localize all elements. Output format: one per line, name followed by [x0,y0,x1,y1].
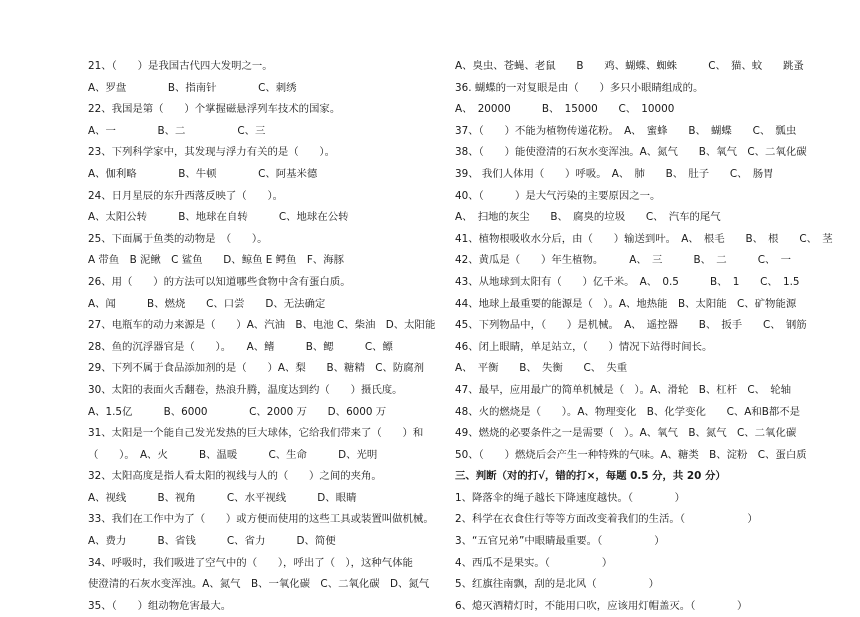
exam-line: A、闻 B、燃烧 C、口尝 D、无法确定 [88,297,326,310]
exam-line: 44、地球上最重要的能源是（ ）。A、地热能 B、太阳能 C、矿物能源 [455,297,797,310]
exam-line: 31、太阳是一个能自己发光发热的巨大球体，它给我们带来了（ ）和 [88,427,424,440]
left-column [88,56,440,617]
exam-line: 28、鱼的沉浮器官是（ ）。 A、鳍 B、鳃 C、鳔 [88,340,393,353]
exam-line: A、太阳公转 B、地球在自转 C、地球在公转 [88,211,349,224]
exam-line: 23、下列科学家中，其发现与浮力有关的是（ ）。 [88,146,336,159]
exam-line: 32、太阳高度是指人看太阳的视线与人的（ ）之间的夹角。 [88,470,382,483]
exam-line: 41、植物根吸收水分后，由（ ）输送到叶。 A、 根毛 B、 根 C、 茎 [455,232,833,245]
exam-line: 6、熄灭酒精灯时，不能用口吹，应该用灯帽盖灭。（ ） [455,599,748,612]
exam-line: 49、燃烧的必要条件之一是需要（ ）。A、氧气 B、氮气 C、二氧化碳 [455,427,797,440]
exam-line: 42、黄瓜是（ ）年生植物。 A、 三 B、 二 C、 一 [455,254,792,267]
exam-line: A、罗盘 B、指南针 C、刺绣 [88,81,297,94]
exam-line: 43、从地球到太阳有（ ）亿千米。 A、 0.5 B、 1 C、 1.5 [455,275,800,288]
exam-line: 5、红旗往南飘，刮的是北风（ ） [455,578,660,591]
exam-line: 36. 蝴蝶的一对复眼是由（ ）多只小眼睛组成的。 [455,81,704,94]
exam-line: A、 平衡 B、 失衡 C、 失重 [455,362,628,375]
exam-line: A、伽利略 B、牛顿 C、阿基米德 [88,167,318,180]
exam-line: 45、下列物品中，（ ）是机械。 A、 遥控器 B、 扳手 C、 钢筋 [455,319,807,332]
exam-line: 3、“五官兄弟”中眼睛最重要。（ ） [455,535,665,548]
exam-line: 39、 我们人体用（ ）呼吸。 A、 肺 B、 肚子 C、 肠胃 [455,167,774,180]
exam-line: 34、呼吸时，我们吸进了空气中的（ ），呼出了（ ），这种气体能 [88,556,413,569]
exam-line: 46、闭上眼睛，单足站立，（ ）情况下站得时间长。 [455,340,713,353]
exam-line: 26、用（ ）的方法可以知道哪些食物中含有蛋白质。 [88,275,351,288]
exam-line: 21、（ ）是我国古代四大发明之一。 [88,60,273,72]
exam-line: 35、（ ）组动物危害最大。 [88,599,232,612]
exam-line: A 带鱼 B 泥鳅 C 鲨鱼 D、鲸鱼 E 鳄鱼 F、海豚 [88,254,344,267]
exam-line: 2、科学在衣食住行等等方面改变着我们的生活。（ ） [455,513,758,526]
exam-line: 37、（ ）不能为植物传递花粉。 A、 蜜蜂 B、 蝴蝶 C、 瓢虫 [455,124,797,137]
exam-line: 48、火的燃烧是（ ）。A、物理变化 B、化学变化 C、A和B都不是 [455,405,801,418]
exam-line: A、一 B、二 C、三 [88,124,266,137]
exam-line: 27、电瓶车的动力来源是（ ）A、汽油 B、电池 C、柴油 D、太阳能 [88,319,436,332]
exam-line: 29、下列不属于食品添加剂的是（ ）A、梨 B、糖精 C、防腐剂 [88,362,425,375]
exam-line: A、费力 B、省钱 C、省力 D、简便 [88,535,336,548]
exam-line: 50、（ ）燃烧后会产生一种特殊的气味。A、糖类 B、淀粉 C、蛋白质 [455,448,807,461]
exam-line: A、 扫地的灰尘 B、 腐臭的垃圾 C、 汽车的尾气 [455,211,721,224]
exam-line: 1、降落伞的绳子越长下降速度越快。（ ） [455,491,686,504]
exam-line: 33、我们在工作中为了（ ）或方便而使用的这些工具或装置叫做机械。 [88,513,434,526]
exam-line: 使澄清的石灰水变浑浊。A、氮气 B、一氧化碳 C、二氧化碳 D、氮气 [88,578,430,591]
exam-line: A、 20000 B、 15000 C、 10000 [455,103,675,116]
exam-line: 25、下面属于鱼类的动物是 （ ）。 [88,232,268,245]
exam-line: 4、西瓜不是果实。（ ） [455,556,613,569]
exam-line: 24、日月星辰的东升西落反映了（ ）。 [88,189,284,202]
exam-line: 40、（ ）是大气污染的主要原因之一。 [455,189,661,202]
exam-line: （ ）。 A、火 B、温暖 C、生命 D、光明 [88,448,378,461]
exam-line: 22、我国是第（ ）个掌握磁悬浮列车技术的国家。 [88,103,341,116]
exam-line: 30、太阳的表面火舌翻卷，热浪升腾，温度达到约（ ）摄氏度。 [88,383,403,396]
exam-line: A、臭虫、苍蝇、老鼠 B 鸡、蝴蝶、蜘蛛 C、 猫、蚊 跳蚤 [455,60,804,72]
exam-line: A、视线 B、视角 C、水平视线 D、眼睛 [88,491,357,504]
exam-line: 47、最早，应用最广的简单机械是（ ）。A、滑轮 B、杠杆 C、 轮轴 [455,383,792,396]
section-heading: 三、判断（对的打√，错的打×，每题 0.5 分，共 20 分） [455,470,726,483]
right-column [455,56,850,617]
exam-line: A、1.5亿 B、6000 C、2000 万 D、6000 万 [88,405,387,418]
exam-line: 38、（ ）能使澄清的石灰水变浑浊。A、氮气 B、氧气 C、二氧化碳 [455,146,807,159]
